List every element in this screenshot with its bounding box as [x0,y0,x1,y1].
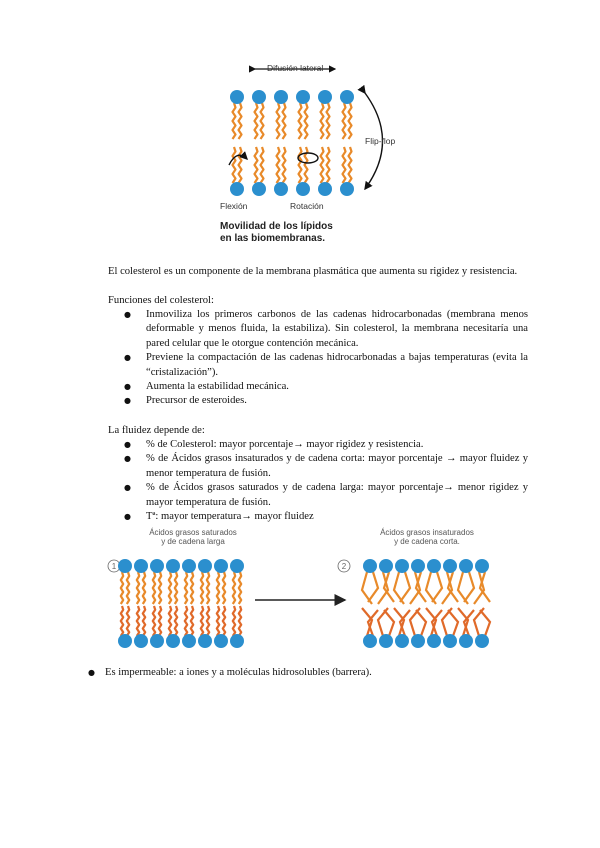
lipid-head [134,634,148,648]
lipid-head [150,559,164,573]
lipid-head [214,559,228,573]
lipid-head [230,182,244,196]
unsaturated-lipid [394,559,410,648]
lipid-head [459,634,473,648]
list-item: ● Inmoviliza los primeros carbonos de las cadenas hidrocarbonadas (membrana menos deformable y menos fluida, la estabiliza). Sin colesterol, la membrana necesitaría una pared celular que le otorgue contención mecánica. [124,308,528,351]
lipid-head [198,634,212,648]
list-item: ● % de Colesterol: mayor porcentaje→ mayor rigidez y resistencia. [124,438,528,452]
lipid-head [214,634,228,648]
saturated-label: Ácidos grasos saturados y de cadena larga [149,528,237,546]
lipid-head [182,559,196,573]
lipid-head [318,182,332,196]
step2-number: 2 [341,562,347,571]
unsaturated-label: Ácidos grasos insaturados y de cadena corta. [380,528,474,546]
lipid-head [230,559,244,573]
lipid-head [274,90,288,104]
lipid-head [118,559,132,573]
lipid-head [198,559,212,573]
lipid-head [230,90,244,104]
lipid-pair [274,90,288,196]
lipid-head [150,634,164,648]
unsaturated-lipid [426,559,442,648]
fluidity-diagram [100,528,520,658]
lipid-head [475,559,489,573]
lipid-head [166,634,180,648]
lipid-head [318,90,332,104]
lipid-head [134,559,148,573]
lipid-head [182,634,196,648]
lipid-head [379,634,393,648]
lipid-head [395,634,409,648]
funciones-title: Funciones del colesterol: [108,295,214,306]
lipid-head [340,182,354,196]
fluidity-figure [100,528,520,658]
flip-flop-label: Flip-flop [365,136,396,146]
list-item: ● Aumenta la estabilidad mecánica. [124,380,528,394]
lipid-head [363,634,377,648]
intro-paragraph: El colesterol es un componente de la membrana plasmática que aumenta su rigidez y resistencia. [108,266,518,277]
lipid-head [459,559,473,573]
list-item: ● % de Ácidos grasos insaturados y de cadena corta: mayor porcentaje → mayor fluidez y menor temperatura de fusión. [124,452,528,481]
saturated-lipid [166,559,180,648]
unsaturated-lipid [474,559,490,648]
lipid-pair [252,90,266,196]
lipid-head [252,90,266,104]
lipid-head [379,559,393,573]
lipid-head [274,182,288,196]
saturated-lipid [214,559,228,648]
figure1-caption: Movilidad de los lípidos en las biomembranas. [220,221,333,244]
lipid-head [427,559,441,573]
lipid-pair [318,90,332,196]
lipid-pair [230,90,244,196]
lateral-diffusion-label: Difusión lateral [267,63,324,73]
unsaturated-lipid [458,559,474,648]
step1-number: 1 [111,562,117,571]
lipid-head [475,634,489,648]
flexion-label: Flexión [220,201,248,211]
lipid-mobility-diagram [215,55,415,215]
saturated-lipid [198,559,212,648]
list-item: ● Previene la compactación de las cadenas hidrocarbonadas a bajas temperaturas (evita la “cristalización”). [124,351,528,380]
fluidez-list [108,438,528,524]
lipid-head [252,182,266,196]
lipid-head [230,634,244,648]
saturated-lipid [230,559,244,648]
lipid-head [166,559,180,573]
unsaturated-lipid [362,559,378,648]
lipid-pair [340,90,354,196]
saturated-lipid [182,559,196,648]
impermeable-item: ● Es impermeable: a iones y a moléculas hidrosolubles (barrera). [88,666,372,680]
lipid-head [411,634,425,648]
unsaturated-lipid [410,559,426,648]
list-item: ● Precursor de esteroides. [124,394,528,408]
rotation-label: Rotación [290,201,324,211]
saturated-lipid [118,559,132,648]
saturated-lipid [150,559,164,648]
lipid-head [395,559,409,573]
lipid-head [118,634,132,648]
unsaturated-lipid [442,559,458,648]
lipid-head [443,634,457,648]
unsaturated-lipid [378,559,394,648]
lipid-head [443,559,457,573]
lipid-pair [296,90,310,196]
lipid-head [340,90,354,104]
list-item: ● Tª: mayor temperatura→ mayor fluidez [124,510,528,524]
lipid-head [296,90,310,104]
saturated-lipid [134,559,148,648]
lipid-head [363,559,377,573]
funciones-list [108,308,528,409]
list-item: ● % de Ácidos grasos saturados y de cadena larga: mayor porcentaje→ menor rigidez y mayor temperatura de fusión. [124,481,528,510]
lipid-head [427,634,441,648]
lipid-head [411,559,425,573]
lipid-head [296,182,310,196]
fluidez-title: La fluidez depende de: [108,425,205,436]
